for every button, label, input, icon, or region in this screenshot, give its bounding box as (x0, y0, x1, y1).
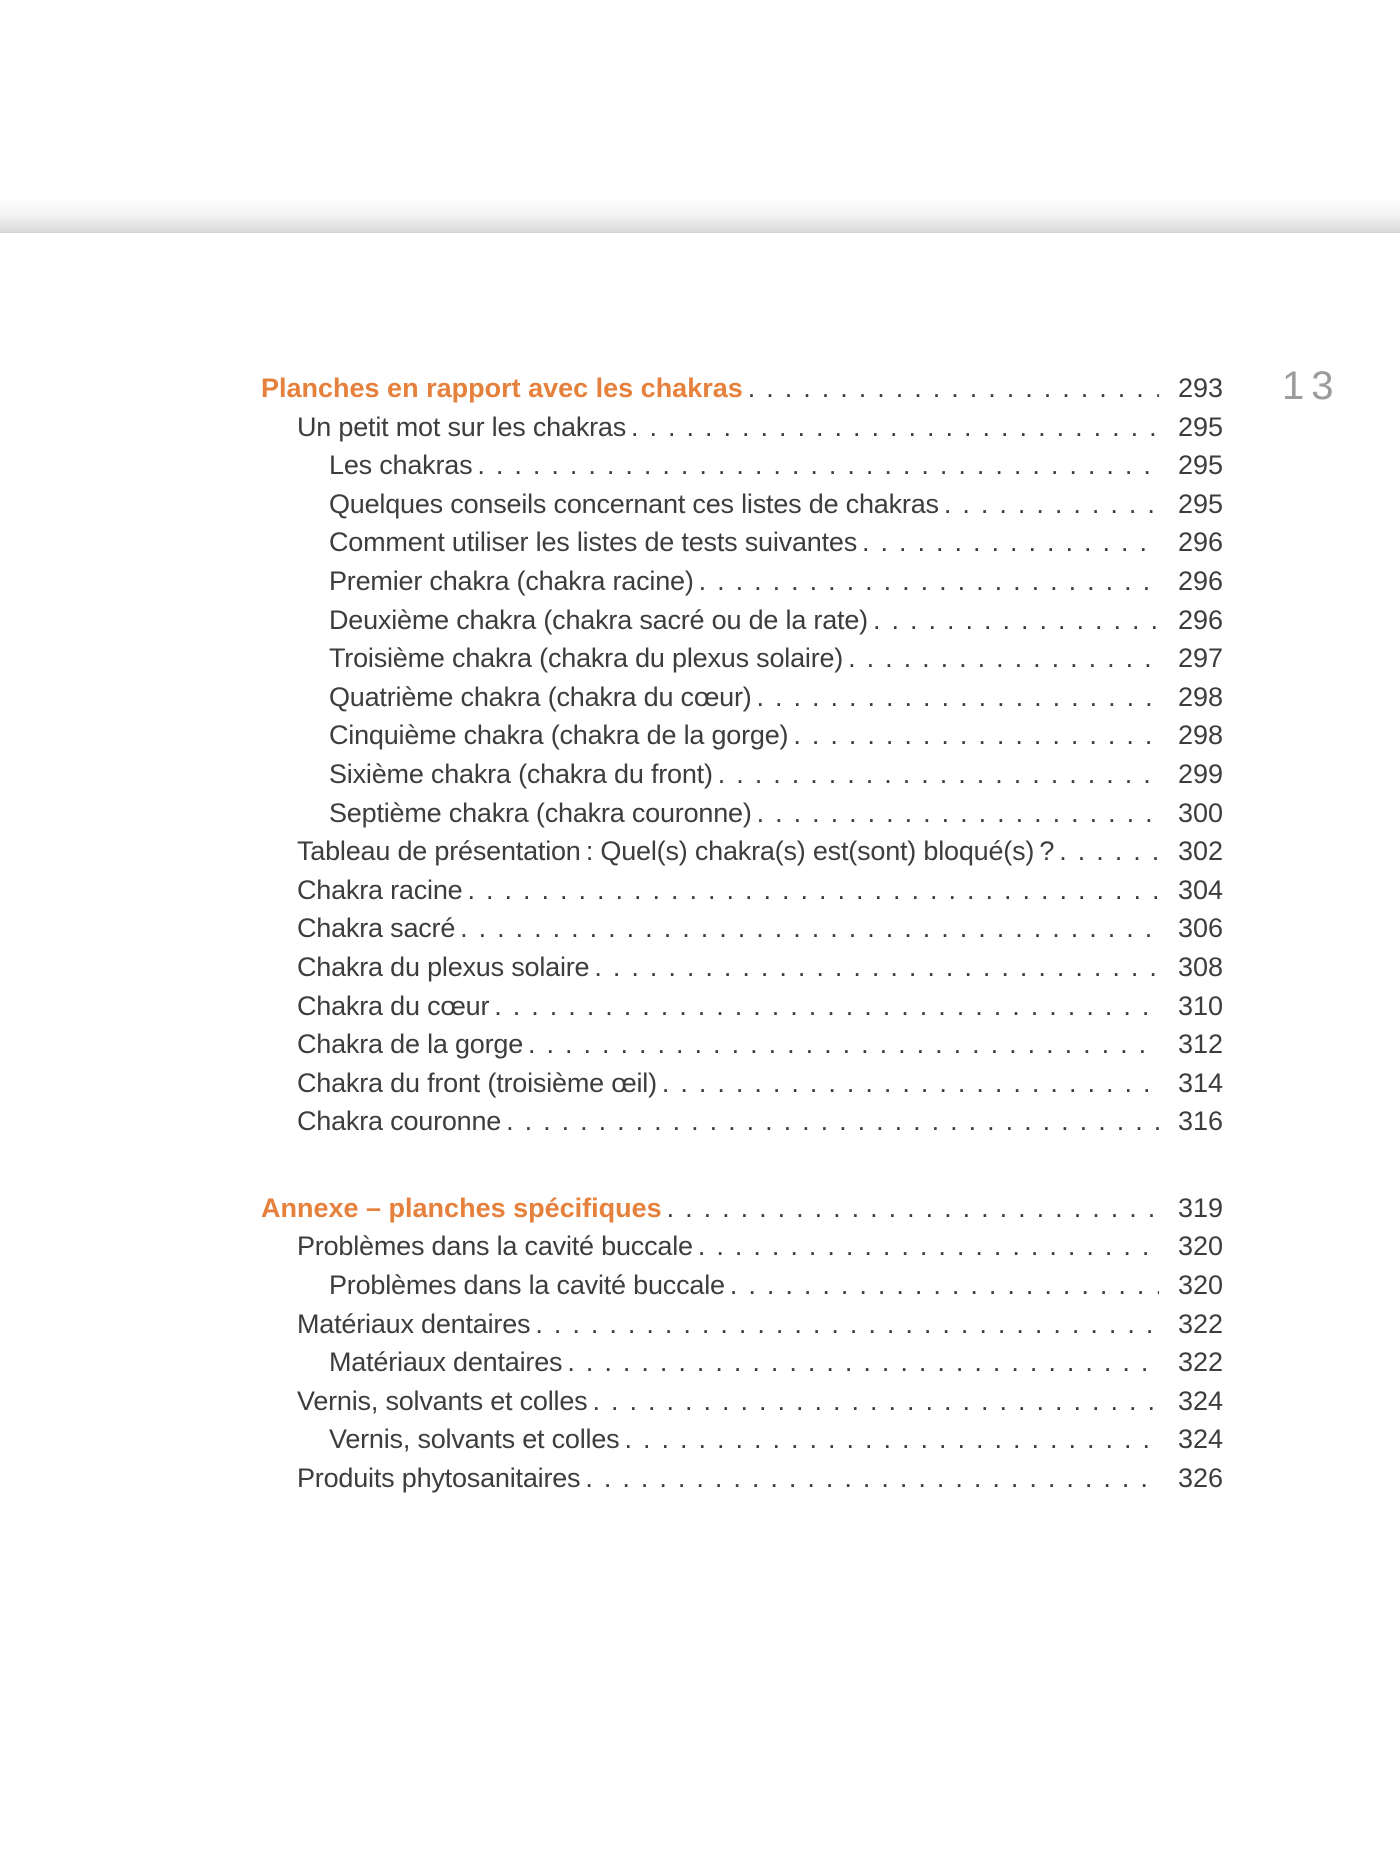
toc-entry-page-number: 308 (1177, 951, 1223, 982)
page-number-folio: 13 (1282, 364, 1341, 408)
dot-leader (587, 1382, 1159, 1421)
toc-entry-label: Quelques conseils concernant ces listes de chakras (329, 488, 939, 519)
toc-entry (261, 1025, 1223, 1064)
toc-entry-page-number: 306 (1177, 913, 1223, 944)
toc-entry-page-number: 295 (1177, 411, 1223, 442)
toc-entry (261, 1102, 1223, 1141)
toc-entry-label: Deuxième chakra (chakra sacré ou de la rate) (329, 604, 868, 635)
dot-leader (713, 755, 1159, 794)
toc-entry (261, 909, 1223, 948)
toc-entry-page-number: 295 (1177, 450, 1223, 481)
toc-entry (261, 794, 1223, 833)
toc-entry (261, 1420, 1223, 1459)
toc-entry-page-number: 296 (1177, 565, 1223, 596)
toc-entry-label: Chakra du plexus solaire (297, 951, 590, 982)
toc-entry (261, 871, 1223, 910)
toc-entry-page-number: 299 (1177, 758, 1223, 789)
dot-leader (619, 1420, 1159, 1459)
toc-entry-label: Comment utiliser les listes de tests suivantes (329, 527, 858, 558)
dot-leader (580, 1459, 1159, 1498)
toc-entry-page-number: 320 (1177, 1270, 1223, 1301)
dot-leader (662, 1189, 1159, 1228)
dot-leader (530, 1305, 1159, 1344)
toc-entry-label: Chakra du front (troisième œil) (297, 1067, 657, 1098)
toc-entry (261, 716, 1223, 755)
toc-entry-label: Les chakras (329, 450, 473, 481)
dot-leader (857, 523, 1159, 562)
toc-entry-page-number: 326 (1177, 1463, 1223, 1494)
toc-entry-label: Septième chakra (chakra couronne) (329, 797, 752, 828)
dot-leader (725, 1266, 1159, 1305)
toc-entry (261, 1382, 1223, 1421)
toc-entry (261, 987, 1223, 1026)
toc-entry-label: Cinquième chakra (chakra de la gorge) (329, 720, 789, 751)
toc-entry-label: Chakra couronne (297, 1106, 502, 1137)
toc-entry-label: Chakra sacré (297, 913, 456, 944)
toc-entry-label: Un petit mot sur les chakras (297, 411, 627, 442)
toc-entry-page-number: 295 (1177, 488, 1223, 519)
toc-entry (261, 1064, 1223, 1103)
toc-entry-page-number: 322 (1177, 1308, 1223, 1339)
dot-leader (589, 948, 1159, 987)
toc-entry-label: Quatrième chakra (chakra du cœur) (329, 681, 752, 712)
toc-entry-label: Chakra de la gorge (297, 1029, 524, 1060)
toc-entry-label: Problèmes dans la cavité buccale (329, 1270, 725, 1301)
toc-entry-page-number: 296 (1177, 604, 1223, 635)
toc-entry-page-number: 304 (1177, 874, 1223, 905)
toc-entry-page-number: 296 (1177, 527, 1223, 558)
dot-leader (694, 562, 1159, 601)
dot-leader (626, 408, 1159, 447)
toc-entry-label: Vernis, solvants et colles (329, 1424, 620, 1455)
dot-leader (455, 909, 1159, 948)
toc-entry (261, 1459, 1223, 1498)
toc-entry-page-number: 297 (1177, 643, 1223, 674)
toc-entry-label: Tableau de présentation : Quel(s) chakra(s) est(sont) bloqué(s) ? (297, 836, 1055, 867)
toc-entry-page-number: 310 (1177, 990, 1223, 1021)
toc-entry-page-number: 324 (1177, 1385, 1223, 1416)
dot-leader (752, 794, 1159, 833)
toc-entry-page-number: 314 (1177, 1067, 1223, 1098)
toc-entry-page-number: 300 (1177, 797, 1223, 828)
toc-entry (261, 523, 1223, 562)
toc-entry-page-number: 312 (1177, 1029, 1223, 1060)
dot-leader (562, 1343, 1159, 1382)
toc-entry-label: Matériaux dentaires (297, 1308, 531, 1339)
toc-entry-label: Problèmes dans la cavité buccale (297, 1231, 693, 1262)
toc-entry-label: Planches en rapport avec les chakras (261, 373, 743, 403)
toc-entry (261, 755, 1223, 794)
toc-entry-page-number: 293 (1177, 373, 1223, 403)
toc-entry-page-number: 319 (1177, 1192, 1223, 1223)
dot-leader (752, 678, 1159, 717)
toc-entry-page-number: 302 (1177, 836, 1223, 867)
dot-leader (523, 1025, 1159, 1064)
toc-entry (261, 1343, 1223, 1382)
page-top-shadow (0, 198, 1400, 233)
dot-leader (868, 601, 1159, 640)
toc-entry (261, 408, 1223, 447)
toc-entry (261, 562, 1223, 601)
toc-entry-label: Vernis, solvants et colles (297, 1385, 588, 1416)
toc-entry-label: Annexe – planches spécifiques (261, 1192, 662, 1223)
toc-entry (261, 1305, 1223, 1344)
dot-leader (939, 485, 1159, 524)
toc-entry (261, 1266, 1223, 1305)
section-gap (261, 1141, 1223, 1189)
toc-entry-label: Matériaux dentaires (329, 1347, 563, 1378)
toc-entry (261, 485, 1223, 524)
toc-entry-page-number: 298 (1177, 720, 1223, 751)
dot-leader (501, 1102, 1159, 1141)
dot-leader (788, 716, 1159, 755)
toc-entry-label: Sixième chakra (chakra du front) (329, 758, 713, 789)
toc-entry (261, 369, 1223, 408)
table-of-contents (261, 369, 1223, 1498)
toc-entry-label: Chakra racine (297, 874, 463, 905)
toc-entry (261, 678, 1223, 717)
dot-leader (1054, 832, 1159, 871)
toc-entry-page-number: 320 (1177, 1231, 1223, 1262)
toc-entry (261, 1227, 1223, 1266)
toc-entry-page-number: 298 (1177, 681, 1223, 712)
toc-entry (261, 948, 1223, 987)
dot-leader (743, 369, 1159, 408)
toc-entry (261, 446, 1223, 485)
dot-leader (472, 446, 1159, 485)
dot-leader (462, 871, 1159, 910)
toc-entry (261, 639, 1223, 678)
toc-entry-label: Produits phytosanitaires (297, 1463, 581, 1494)
toc-entry-label: Chakra du cœur (297, 990, 490, 1021)
dot-leader (657, 1064, 1159, 1103)
toc-entry-page-number: 322 (1177, 1347, 1223, 1378)
toc-entry (261, 601, 1223, 640)
dot-leader (843, 639, 1159, 678)
dot-leader (693, 1227, 1159, 1266)
dot-leader (489, 987, 1159, 1026)
toc-entry (261, 1189, 1223, 1228)
toc-entry (261, 832, 1223, 871)
toc-entry-page-number: 316 (1177, 1106, 1223, 1137)
toc-entry-label: Premier chakra (chakra racine) (329, 565, 694, 596)
toc-entry-page-number: 324 (1177, 1424, 1223, 1455)
toc-entry-label: Troisième chakra (chakra du plexus solaire) (329, 643, 844, 674)
